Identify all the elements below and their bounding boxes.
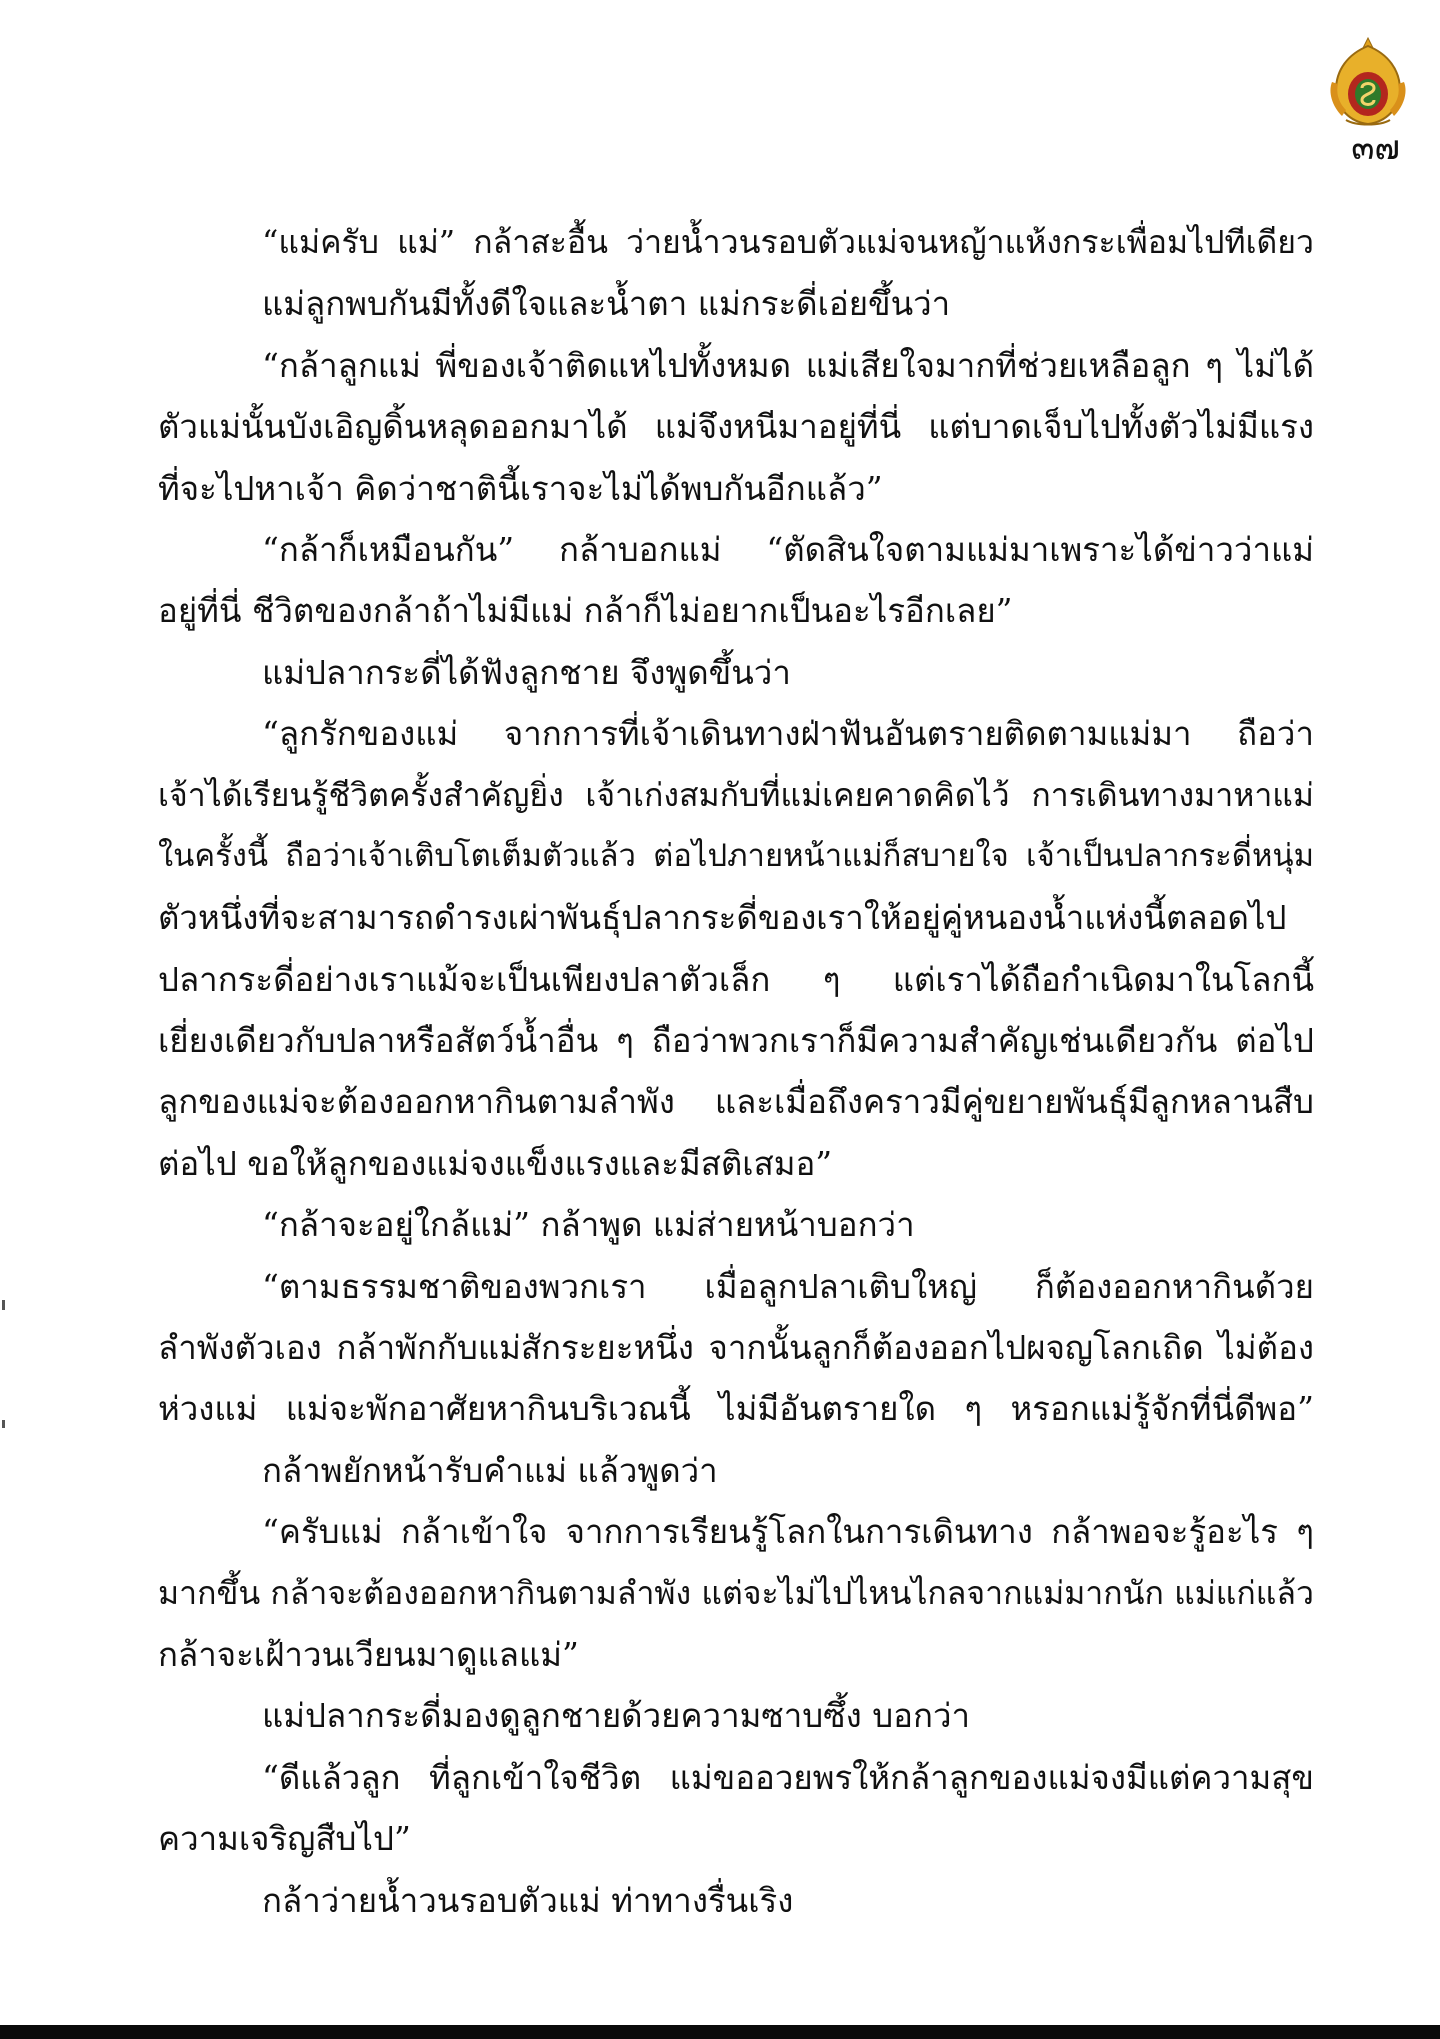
text-line: “กล้าลูกแม่ พี่ของเจ้าติดแหไปทั้งหมด แม่เสียใจมากที่ช่วยเหลือลูก ๆ ไม่ได้: [262, 345, 1314, 385]
text-line: มากขึ้น กล้าจะต้องออกหากินตามลำพัง แต่จะไม่ไปไหนไกลจากแม่มากนัก แม่แก่แล้ว: [158, 1573, 1314, 1612]
text-line: “กล้าก็เหมือนกัน” กล้าบอกแม่ “ตัดสินใจตามแม่มาเพราะได้ข่าวว่าแม่: [262, 529, 1314, 569]
page-number: ๓๗: [1351, 128, 1400, 168]
text-line: กล้าว่ายน้ำวนรอบตัวแม่ ท่าทางรื่นเริง: [262, 1880, 794, 1920]
text-line: “ครับแม่ กล้าเข้าใจ จากการเรียนรู้โลกในการเดินทาง กล้าพอจะรู้อะไร ๆ: [262, 1512, 1314, 1552]
text-line: ห่วงแม่ แม่จะพักอาศัยหากินบริเวณนี้ ไม่มีอันตรายใด ๆ หรอกแม่รู้จักที่นี่ดีพอ”: [158, 1389, 1314, 1429]
text-line: ตัวแม่นั้นบังเอิญดิ้นหลุดออกมาได้ แม่จึงหนีมาอยู่ที่นี่ แต่บาดเจ็บไปทั้งตัวไม่มีแรง: [158, 407, 1314, 447]
text-line: กล้าพยักหน้ารับคำแม่ แล้วพูดว่า: [262, 1450, 718, 1490]
text-line: ตัวหนึ่งที่จะสามารถดำรงเผ่าพันธุ์ปลากระดี่ของเราให้อยู่คู่หนองน้ำแห่งนี้ตลอดไป: [158, 898, 1287, 938]
text-line: “แม่ครับ แม่” กล้าสะอื้น ว่ายน้ำวนรอบตัวแม่จนหญ้าแห้งกระเพื่อมไปทีเดียว: [262, 223, 1314, 261]
text-line: ที่จะไปหาเจ้า คิดว่าชาตินี้เราจะไม่ได้พบกันอีกแล้ว”: [158, 468, 883, 508]
text-line: “กล้าจะอยู่ใกล้แม่” กล้าพูด แม่ส่ายหน้าบอกว่า: [262, 1205, 915, 1245]
text-line: กล้าจะเฝ้าวนเวียนมาดูแลแม่”: [158, 1634, 579, 1674]
text-line: ต่อไป ขอให้ลูกของแม่จงแข็งแรงและมีสติเสมอ”: [158, 1143, 833, 1183]
text-line: แม่ปลากระดี่ได้ฟังลูกชาย จึงพูดขึ้นว่า: [262, 652, 791, 692]
text-line: ปลากระดี่อย่างเราแม้จะเป็นเพียงปลาตัวเล็ก ๆ แต่เราได้ถือกำเนิดมาในโลกนี้: [158, 959, 1314, 999]
text-line: ความเจริญสืบไป”: [158, 1819, 411, 1859]
text-line: “ลูกรักของแม่ จากการที่เจ้าเดินทางฝ่าฟันอันตรายติดตามแม่มา ถือว่า: [262, 714, 1314, 754]
text-line: เยี่ยงเดียวกับปลาหรือสัตว์น้ำอื่น ๆ ถือว่าพวกเราก็มีความสำคัญเช่นเดียวกัน ต่อไป: [158, 1021, 1314, 1061]
scan-mark: [2, 1420, 5, 1428]
text-line: แม่ปลากระดี่มองดูลูกชายด้วยความซาบซึ้ง บอกว่า: [262, 1696, 971, 1736]
text-line: “ดีแล้วลูก ที่ลูกเข้าใจชีวิต แม่ขออวยพรให้กล้าลูกของแม่จงมีแต่ความสุข: [262, 1757, 1314, 1797]
text-line: ลำพังตัวเอง กล้าพักกับแม่สักระยะหนึ่ง จากนั้นลูกก็ต้องออกไปผจญโลกเถิด ไม่ต้อง: [158, 1328, 1314, 1368]
text-line: แม่ลูกพบกันมีทั้งดีใจและน้ำตา แม่กระดี่เอ่ยขึ้นว่า: [262, 284, 951, 324]
body-text: [158, 212, 1314, 1931]
scan-mark: [2, 1300, 5, 1310]
text-line: อยู่ที่นี่ ชีวิตของกล้าถ้าไม่มีแม่ กล้าก็ไม่อยากเป็นอะไรอีกเลย”: [158, 591, 1013, 631]
text-line: ในครั้งนี้ ถือว่าเจ้าเติบโตเต็มตัวแล้ว ต่อไปภายหน้าแม่ก็สบายใจ เจ้าเป็นปลากระดี่หนุ่ม: [158, 837, 1314, 874]
royal-emblem-logo-icon: [1326, 36, 1410, 128]
page-bottom-edge: [0, 2025, 1440, 2039]
text-line: ลูกของแม่จะต้องออกหากินตามลำพัง และเมื่อถึงคราวมีคู่ขยายพันธุ์มีลูกหลานสืบ: [158, 1082, 1314, 1122]
text-line: เจ้าได้เรียนรู้ชีวิตครั้งสำคัญยิ่ง เจ้าเก่งสมกับที่แม่เคยคาดคิดไว้ การเดินทางมาหาแม่: [158, 775, 1314, 814]
text-line: “ตามธรรมชาติของพวกเรา เมื่อลูกปลาเติบใหญ่ ก็ต้องออกหากินด้วย: [262, 1266, 1314, 1306]
